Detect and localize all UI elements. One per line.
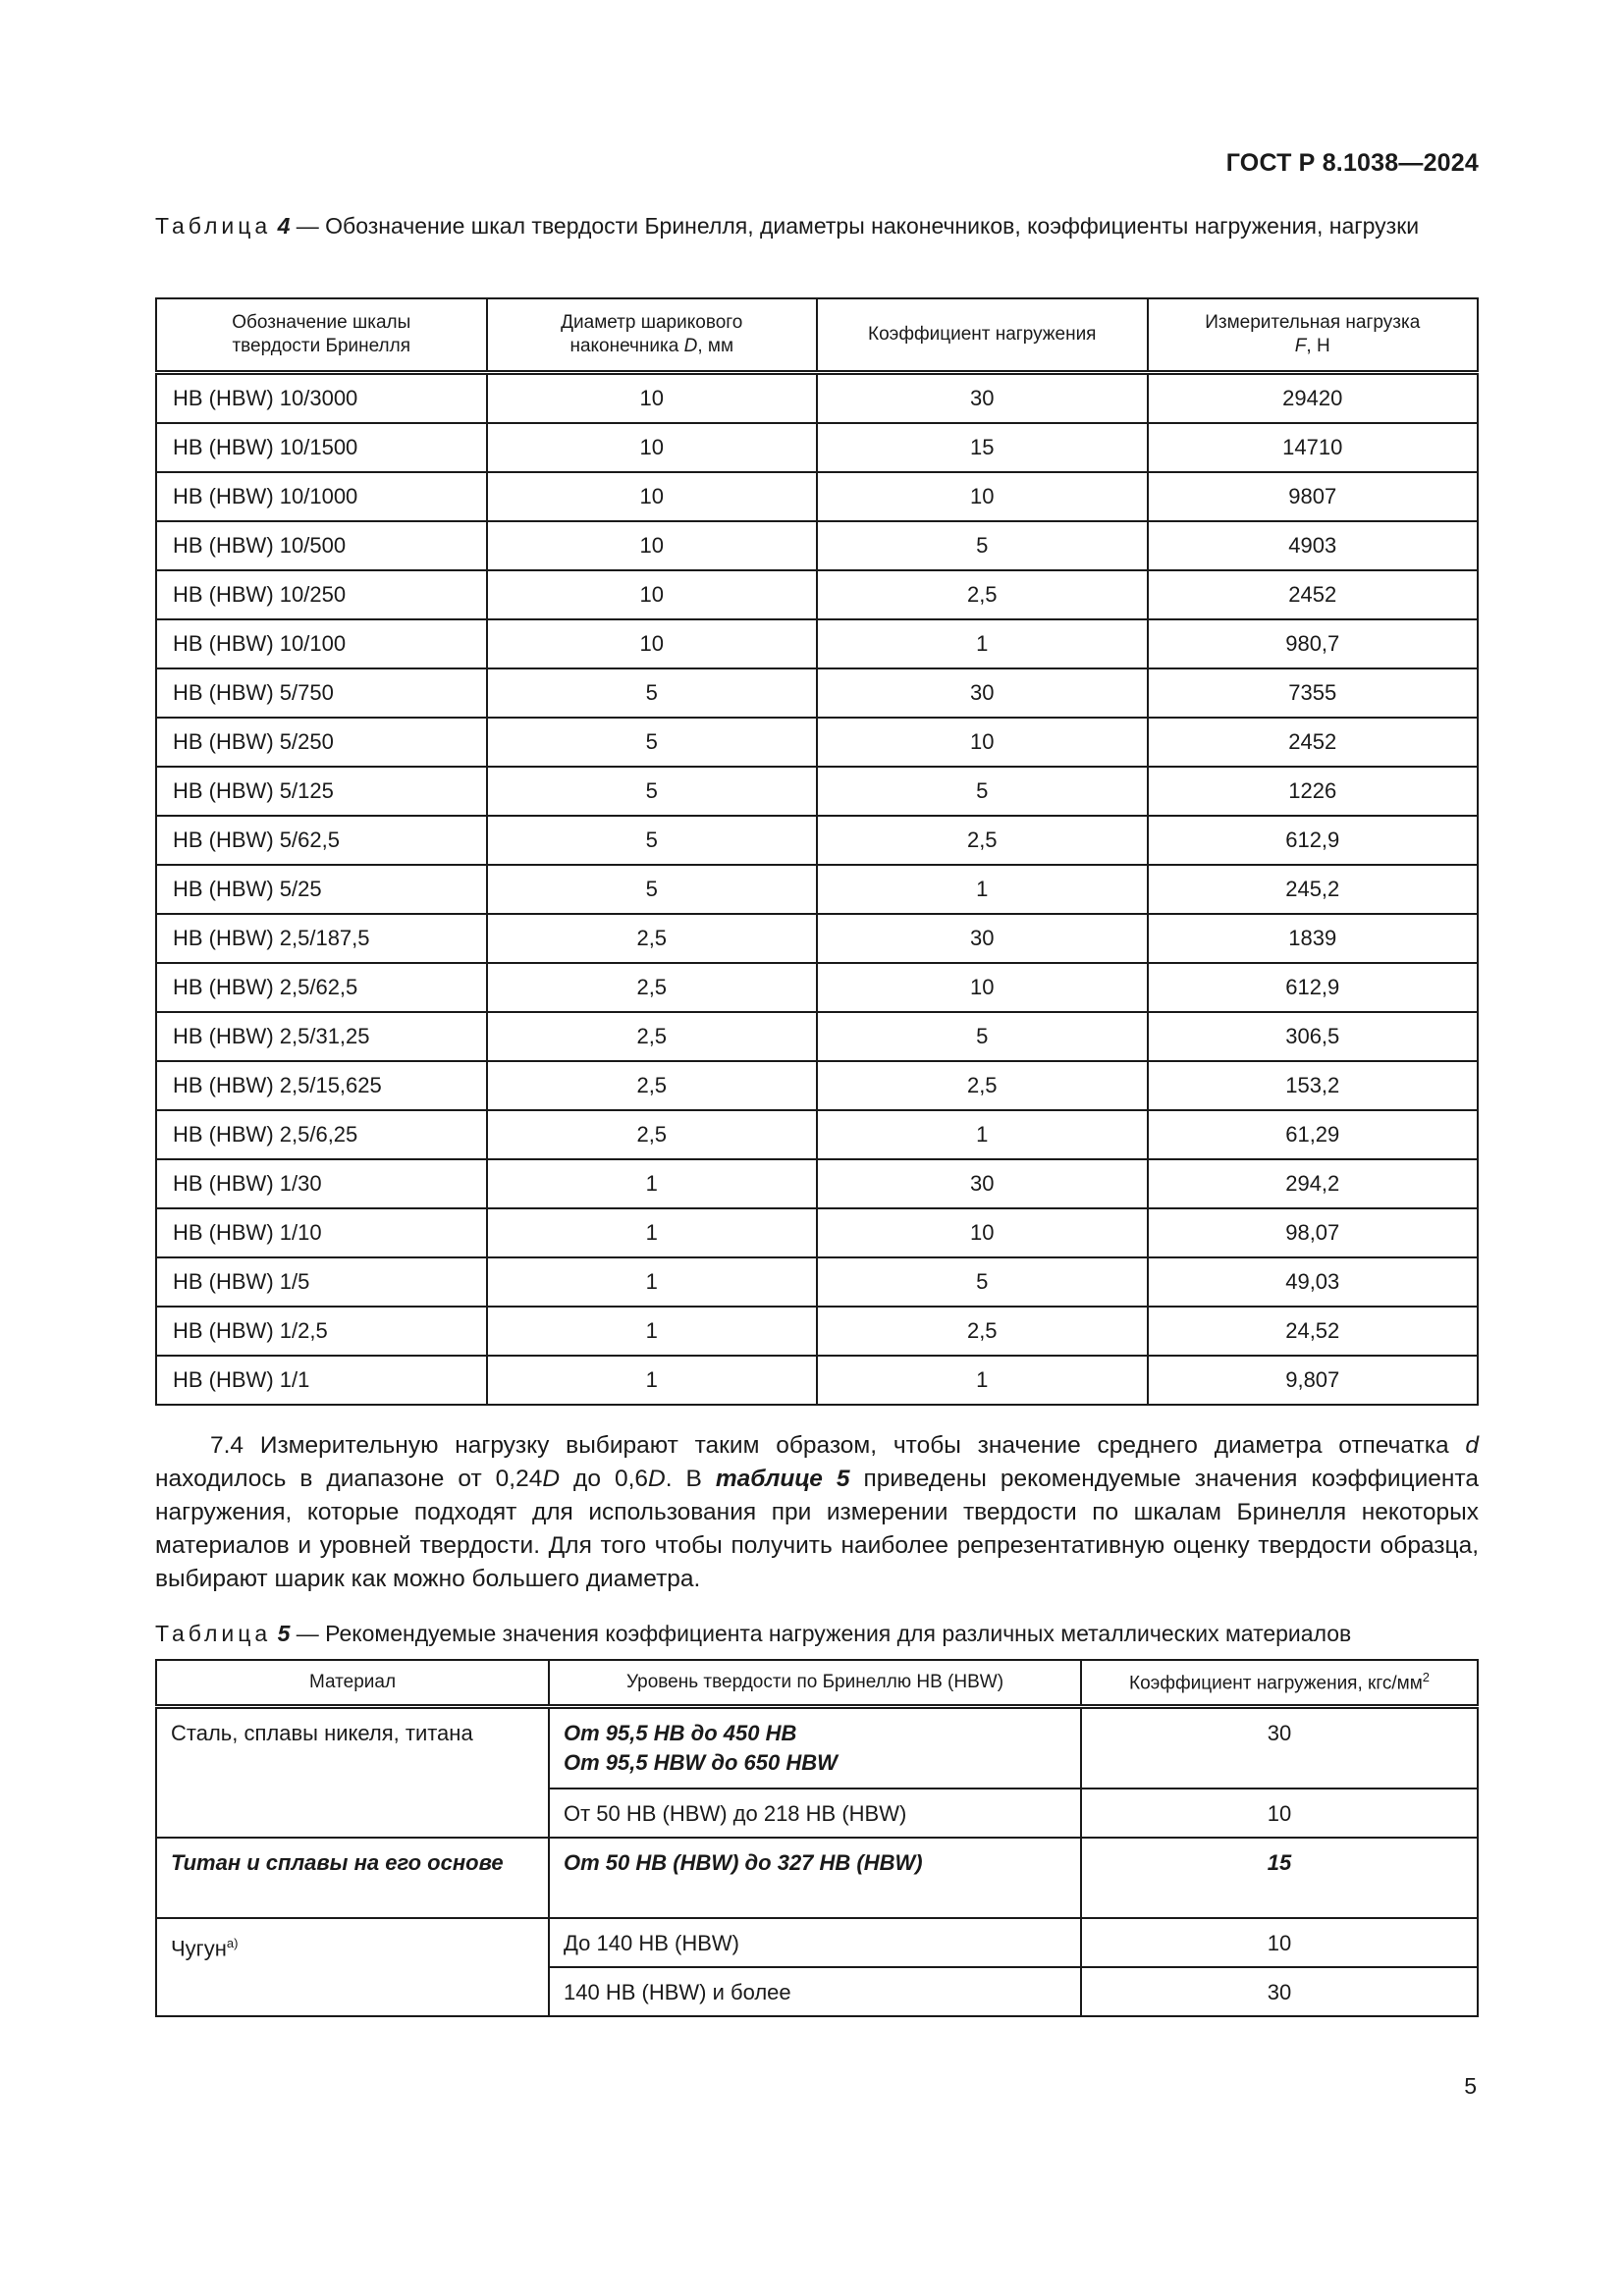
cell-load: 2452: [1148, 570, 1479, 619]
table-5-loading-coefficients: [155, 1659, 1479, 2017]
cell-coefficient: 30: [817, 373, 1148, 424]
table-row: [156, 1012, 1478, 1061]
cell-load: 1226: [1148, 767, 1479, 816]
cell-load: 2452: [1148, 718, 1479, 767]
cell-diameter: 2,5: [487, 1110, 818, 1159]
cell-load: 4903: [1148, 521, 1479, 570]
table-header-row: [156, 1660, 1478, 1707]
cell-load: 7355: [1148, 668, 1479, 718]
column-header-load: Измерительная нагрузка F, Н: [1148, 298, 1479, 373]
table-row: [156, 718, 1478, 767]
table-row: [156, 423, 1478, 472]
table-4-caption: Таблица 4 — Обозначение шкал твердости Бринелля, диаметры наконечников, коэффициенты нагружения, нагрузки: [155, 213, 1420, 239]
footnote-marker: а): [226, 1936, 239, 1950]
table-row: [156, 1307, 1478, 1356]
cell-diameter: 2,5: [487, 1012, 818, 1061]
cell-load: 1839: [1148, 914, 1479, 963]
cell-coefficient: 30: [817, 668, 1148, 718]
cell-diameter: 1: [487, 1208, 818, 1257]
cell-diameter: 2,5: [487, 1061, 818, 1110]
cell-diameter: 5: [487, 767, 818, 816]
cell-material: Титан и сплавы на его основе: [156, 1838, 549, 1918]
cell-hardness-level: От 95,5 НВ до 450 НВ От 95,5 HBW до 650 HBW: [549, 1707, 1081, 1789]
cell-diameter: 10: [487, 373, 818, 424]
cell-scale: HB (HBW) 2,5/187,5: [156, 914, 487, 963]
document-identifier: ГОСТ Р 8.1038—2024: [1225, 149, 1479, 177]
table-5-reference: таблице 5: [715, 1466, 850, 1492]
cell-diameter: 10: [487, 423, 818, 472]
cell-load: 14710: [1148, 423, 1479, 472]
table-row: [156, 1061, 1478, 1110]
cell-diameter: 5: [487, 865, 818, 914]
cell-scale: HB (HBW) 2,5/31,25: [156, 1012, 487, 1061]
cell-diameter: 2,5: [487, 963, 818, 1012]
cell-coefficient: 30: [1081, 1967, 1478, 2016]
cell-load: 49,03: [1148, 1257, 1479, 1307]
cell-load: 245,2: [1148, 865, 1479, 914]
cell-coefficient: 30: [817, 1159, 1148, 1208]
cell-coefficient: 10: [817, 718, 1148, 767]
table-row: [156, 1918, 1478, 1967]
table-5-caption: Таблица 5 — Рекомендуемые значения коэффициента нагружения для различных металлических материалов: [155, 1621, 1352, 1646]
cell-coefficient: 5: [817, 1257, 1148, 1307]
cell-coefficient: 2,5: [817, 816, 1148, 865]
cell-scale: HB (HBW) 5/125: [156, 767, 487, 816]
table-row: [156, 816, 1478, 865]
cell-scale: HB (HBW) 10/250: [156, 570, 487, 619]
cell-scale: HB (HBW) 10/1000: [156, 472, 487, 521]
table-row: [156, 865, 1478, 914]
cell-coefficient: 10: [817, 963, 1148, 1012]
cell-hardness-level: От 50 НВ (HBW) до 218 НВ (HBW): [549, 1789, 1081, 1838]
cell-coefficient: 15: [1081, 1838, 1478, 1918]
cell-coefficient: 1: [817, 1356, 1148, 1405]
cell-coefficient: 10: [817, 1208, 1148, 1257]
cell-hardness-level: 140 НВ (HBW) и более: [549, 1967, 1081, 2016]
table-row: [156, 1356, 1478, 1405]
cell-scale: HB (HBW) 10/500: [156, 521, 487, 570]
table-row: [156, 1707, 1478, 1789]
table-row: [156, 570, 1478, 619]
table-row: [156, 668, 1478, 718]
table-row: [156, 963, 1478, 1012]
cell-coefficient: 5: [817, 521, 1148, 570]
cell-load: 24,52: [1148, 1307, 1479, 1356]
cell-load: 61,29: [1148, 1110, 1479, 1159]
cell-load: 98,07: [1148, 1208, 1479, 1257]
table-header-row: [156, 298, 1478, 373]
column-header-hardness-level: Уровень твердости по Бринеллю НВ (HBW): [549, 1660, 1081, 1707]
cell-diameter: 5: [487, 816, 818, 865]
cell-diameter: 1: [487, 1159, 818, 1208]
cell-diameter: 10: [487, 521, 818, 570]
cell-material: Чугун$^{а)}$: [156, 1918, 549, 2016]
cell-coefficient: 1: [817, 865, 1148, 914]
column-header-scale: [156, 298, 487, 373]
cell-load: 612,9: [1148, 816, 1479, 865]
cell-diameter: 5: [487, 668, 818, 718]
cell-diameter: 2,5: [487, 914, 818, 963]
cell-hardness-level: От 50 НВ (HBW) до 327 НВ (HBW): [549, 1838, 1081, 1918]
table-row: [156, 619, 1478, 668]
cell-scale: HB (HBW) 5/250: [156, 718, 487, 767]
table-row: [156, 914, 1478, 963]
cell-coefficient: 30: [817, 914, 1148, 963]
cell-coefficient: 5: [817, 767, 1148, 816]
header-text: Обозначение шкалы твердости Бринелля: [232, 312, 411, 356]
table-row: [156, 1257, 1478, 1307]
table-row: [156, 1838, 1478, 1918]
column-header-material: Материал: [156, 1660, 549, 1707]
cell-coefficient: 2,5: [817, 1307, 1148, 1356]
table-4-brinell-scales: [155, 297, 1479, 1406]
cell-diameter: 1: [487, 1356, 818, 1405]
column-header-coefficient: Коэффициент нагружения: [817, 298, 1148, 373]
cell-diameter: 10: [487, 619, 818, 668]
table-row: [156, 1110, 1478, 1159]
cell-diameter: 10: [487, 472, 818, 521]
cell-load: 153,2: [1148, 1061, 1479, 1110]
cell-load: 29420: [1148, 373, 1479, 424]
table-row: [156, 1208, 1478, 1257]
cell-scale: HB (HBW) 2,5/62,5: [156, 963, 487, 1012]
cell-load: 294,2: [1148, 1159, 1479, 1208]
cell-coefficient: 2,5: [817, 570, 1148, 619]
cell-diameter: 5: [487, 718, 818, 767]
cell-hardness-level: До 140 НВ (HBW): [549, 1918, 1081, 1967]
cell-load: 9,807: [1148, 1356, 1479, 1405]
table-row: [156, 767, 1478, 816]
cell-scale: HB (HBW) 5/62,5: [156, 816, 487, 865]
cell-coefficient: 1: [817, 619, 1148, 668]
cell-scale: HB (HBW) 1/1: [156, 1356, 487, 1405]
cell-scale: HB (HBW) 5/25: [156, 865, 487, 914]
cell-coefficient: 30: [1081, 1707, 1478, 1789]
cell-scale: HB (HBW) 10/100: [156, 619, 487, 668]
cell-scale: HB (HBW) 1/30: [156, 1159, 487, 1208]
cell-coefficient: 2,5: [817, 1061, 1148, 1110]
cell-scale: HB (HBW) 1/2,5: [156, 1307, 487, 1356]
cell-scale: HB (HBW) 10/3000: [156, 373, 487, 424]
column-header-diameter: Диаметр шарикового наконечника D, мм: [487, 298, 818, 373]
cell-diameter: 1: [487, 1257, 818, 1307]
cell-scale: HB (HBW) 10/1500: [156, 423, 487, 472]
column-header-coefficient: Коэффициент нагружения, кгс/$мм^2$: [1081, 1660, 1478, 1707]
cell-material: Сталь, сплавы никеля, титана: [156, 1707, 549, 1839]
table-row: [156, 521, 1478, 570]
table-row: [156, 472, 1478, 521]
cell-coefficient: 10: [1081, 1789, 1478, 1838]
table-row: [156, 1159, 1478, 1208]
cell-coefficient: 1: [817, 1110, 1148, 1159]
cell-scale: HB (HBW) 1/10: [156, 1208, 487, 1257]
page-number: 5: [1464, 2073, 1477, 2099]
cell-scale: HB (HBW) 1/5: [156, 1257, 487, 1307]
cell-scale: HB (HBW) 2,5/6,25: [156, 1110, 487, 1159]
cell-diameter: 1: [487, 1307, 818, 1356]
table-row: [156, 373, 1478, 424]
cell-load: 980,7: [1148, 619, 1479, 668]
cell-diameter: 10: [487, 570, 818, 619]
cell-coefficient: 10: [1081, 1918, 1478, 1967]
cell-load: 9807: [1148, 472, 1479, 521]
cell-coefficient: 5: [817, 1012, 1148, 1061]
cell-scale: HB (HBW) 5/750: [156, 668, 487, 718]
cell-coefficient: 10: [817, 472, 1148, 521]
cell-scale: HB (HBW) 2,5/15,625: [156, 1061, 487, 1110]
cell-coefficient: 15: [817, 423, 1148, 472]
paragraph-7-4: 7.4 Измерительную нагрузку выбирают таким образом, чтобы значение среднего диаметра отпечатка d находилось в диапазоне от 0,24D до 0,6D. В таблице 5 приведены рекомендуемые значения коэффициента нагружения, которые подходят для использования при измерении твердости по шкалам Бринелля некоторых материалов и уровней твердости. Для того чтобы получить наиболее репрезентативную оценку твердости образца, выбирают шарик как можно большего диаметра.: [155, 1432, 1480, 1592]
cell-load: 306,5: [1148, 1012, 1479, 1061]
cell-load: 612,9: [1148, 963, 1479, 1012]
